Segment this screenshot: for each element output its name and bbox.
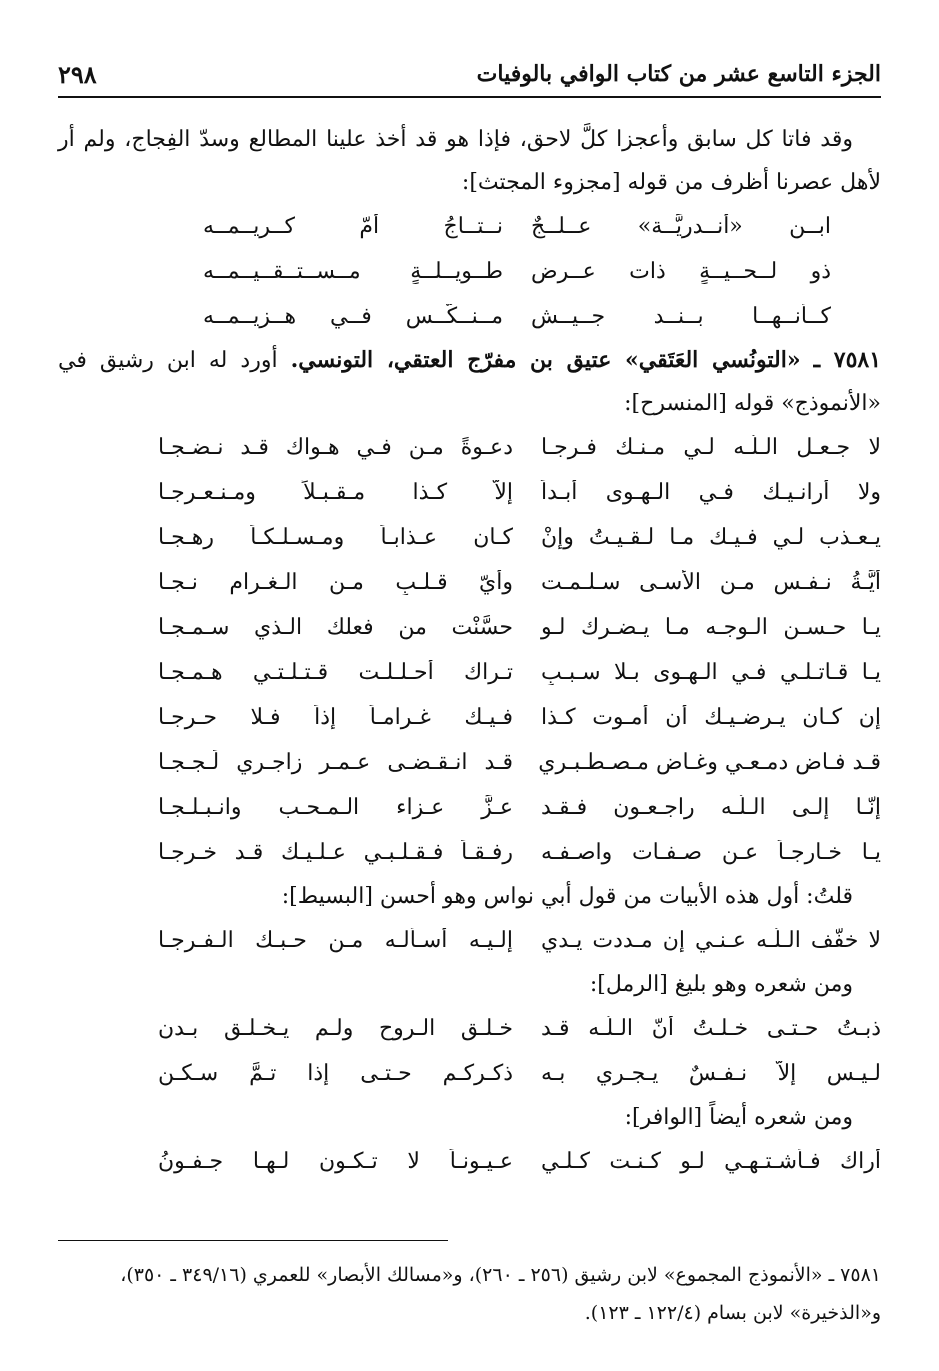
poem-munsarih [58, 425, 881, 875]
verse-second-hemistich: ذكـركـم حـتـى إذا تـمَّ سـكـن [158, 1061, 513, 1086]
verse-second-hemistich: خـلـق الـروح ولـم يـخـلـق بـدن [158, 1016, 513, 1041]
verse-first-hemistich: أراك فـأشـتـهـي لـو كـنـت كـلـي [541, 1149, 881, 1174]
footnote-line: و«الذخيرة» لابن بسام (١٢٢/٤ ـ ١٢٣). [584, 1302, 881, 1324]
poem-mujtath [58, 204, 881, 339]
note-wafir: ومن شعره أيضاً [الوافر]: [624, 1105, 853, 1130]
verse-first-hemistich: إن كـان يـرضـيـك أن أمـوت كـذا [541, 705, 881, 730]
verse-first-hemistich: يـا خـارجـاً عـن صـفـات واصـفـه [541, 840, 881, 865]
verse-line [58, 1139, 881, 1184]
entry-number: ٧٥٨١ ـ [813, 347, 882, 373]
verse-second-hemistich: مــنــكّــس فــي هــزيــمــه [203, 304, 503, 329]
verse-second-hemistich: إلاّ كـذا مـقـبـلاً ومـنـعـرجـا [158, 480, 513, 505]
verse-line [58, 294, 881, 339]
note-ramal: ومن شعره وهو بليغ [الرمل]: [589, 972, 853, 997]
verse-first-hemistich: ذبـتُ حـتـى خـلـتُ أنّ الـلّـه قـد [541, 1016, 881, 1041]
footnote-separator [58, 1240, 448, 1241]
verse-second-hemistich: فـيـك غـرامـاً إذاً فـلا حـرجـا [158, 705, 513, 730]
verse-line [58, 249, 881, 294]
verse-first-hemistich: ولا أرانـيـك فـي الـهـوى أبـداً [541, 480, 881, 505]
verse-first-hemistich: لـيـس إلاّ نـفـسٌ يـجـري بـه [541, 1061, 881, 1086]
verse-line [58, 695, 881, 740]
verse-first-hemistich: ابــن «أنــدريَّــة» عــلــجٌ [531, 214, 831, 239]
verse-line [58, 605, 881, 650]
verse-second-hemistich: حسَّنْت من فعلك الـذي سـمـجـا [158, 615, 513, 640]
verse-first-hemistich: يـا حـسـن الـوجـه مـا يـضـرك لـو [541, 615, 881, 640]
poem-wafir [58, 1139, 881, 1184]
verse-second-hemistich: عـيـونـاً لا تـكـون لـهـا جـفـونُ [158, 1149, 513, 1174]
note-abu-nuwas: قلتُ: أول هذه الأبيات من قول أبي نواس وهو أحسن [البسيط]: [281, 884, 853, 909]
verse-line [58, 204, 881, 249]
verse-second-hemistich: نــتــاجُ أُمّ كــريــمــه [203, 214, 503, 239]
verse-line [58, 830, 881, 875]
entry-source: أورد له ابن رشيق في «الأنموذج» قوله [المنسرح]: [58, 348, 881, 416]
verse-first-hemistich: لا خفّف الـلّـه عـنـي إن مـددت يـدي [541, 928, 881, 953]
verse-line [58, 740, 881, 785]
entry-name: «التونُسي العَتَقي» عتيق بن مفرّج العتقي، التونسي. [290, 347, 801, 373]
running-title: الجزء التاسع عشر من كتاب الوافي بالوفيات [476, 61, 881, 87]
verse-second-hemistich: إلـيـه أسـألـه مـن حـبـك الـفـرجـا [158, 928, 513, 953]
verse-line [58, 425, 881, 470]
verse-first-hemistich: يـعـذب لـي فـيـك مـا لـقـيـتُ وإنْ [541, 525, 881, 550]
verse-line [58, 650, 881, 695]
verse-first-hemistich: لا جـعـل الـلّـه لـي مـنـك فـرجـا [541, 435, 881, 460]
verse-second-hemistich: تـراك أحـلـلـت قـتـلـتـي هـمـجـا [158, 660, 513, 685]
verse-first-hemistich: يـا قـاتـلـي فـي الـهـوى بـلا سـبـبٍ [541, 660, 881, 685]
verse-line [58, 1006, 881, 1051]
verse-line [58, 470, 881, 515]
page-body [58, 118, 881, 1184]
page-header [58, 52, 881, 98]
verse-second-hemistich: كـان عـذابـاً ومـسـلـكـاً رهـجـا [158, 525, 513, 550]
verse-line [58, 560, 881, 605]
verse-line [58, 515, 881, 560]
poem-ramal [58, 1006, 881, 1096]
verse-second-hemistich: عـزَّ عـزاء الـمـحـب وانـبـلـجـا [158, 795, 513, 820]
verse-line [58, 785, 881, 830]
verse-second-hemistich: قـد انـقـضـى عـمـر زاجـري لَـجـجـا [158, 750, 513, 775]
verse-second-hemistich: دعـوةً مـن فـي هـواك قـد نـضـجـا [158, 435, 513, 460]
entry-heading [58, 339, 881, 425]
verse-first-hemistich: إنّـا إلـى الـلّـه راجـعـون فـقـد [541, 795, 881, 820]
verse-first-hemistich: أيَّـةُ نـفـسٍ مـن الأسـى سـلـمـت [541, 570, 881, 595]
footnote-line: ٧٥٨١ ـ «الأنموذج المجموع» لابن رشيق (٢٥٦ ـ ٢٦٠)، و«مسالك الأبصار» للعمري (٣٤٩/١٦ ـ ٣٥٠)، [120, 1264, 881, 1286]
verse-line [58, 918, 881, 963]
verse-second-hemistich: رفـقـاً فـقـلـبـي عـلـيـك قـد خـرجـا [158, 840, 513, 865]
verse-line [58, 1051, 881, 1096]
poem-basit [58, 918, 881, 963]
footnotes [50, 1256, 881, 1332]
page-number: ٢٩٨ [58, 59, 97, 89]
verse-first-hemistich: ذو لــحــيــةٍ ذات عــرضٍ [531, 259, 831, 284]
verse-first-hemistich: قـد فـاض دمـعـي وغـاض مـصـطـبـري [538, 750, 881, 775]
verse-second-hemistich: طــويــلــةٍ مــســتــقــيــمــه [203, 259, 503, 284]
verse-first-hemistich: كــأنــهــا بــنــد جــيــشٍ [531, 304, 831, 329]
intro-paragraph: وقد فاتا كل سابق وأعجزا كلَّ لاحق، فإذا هو قد أخذ علينا المطالع وسدّ الفِجاج، ولم أر لأهل عصرنا أظرف من قوله [مجزوء المجتث]: [58, 127, 881, 195]
verse-second-hemistich: وأيّ قـلـبٍ مـن الـغـرام نـجـا [158, 570, 513, 595]
